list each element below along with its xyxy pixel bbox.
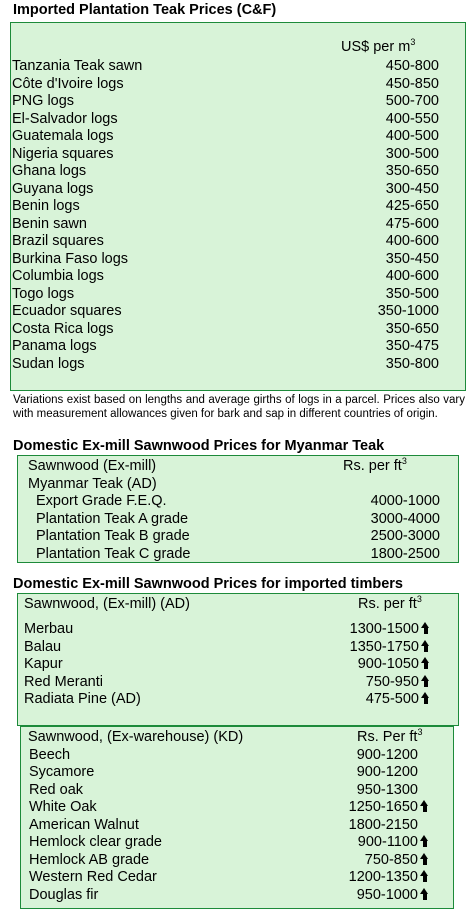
section3-group1-header-row [18,596,458,614]
section3-group1-row-value: 900-1050 [357,656,419,672]
section3-group1-row-value: 475-500 [365,691,419,707]
section1-row-label: Burkina Faso logs [12,250,129,267]
section3-group2-unit-sup: 3 [417,727,423,738]
section1-row [11,356,465,374]
section2-row [18,511,458,529]
section2-row [18,493,458,511]
section1-row-label: Côte d'Ivoire logs [12,75,124,92]
section1-row-label: Tanzania Teak sawn [12,58,143,74]
section1-row-label: Ecuador squares [12,303,122,319]
up-arrow-icon [421,640,430,652]
section2-row [18,528,458,546]
section1-row-label: Benin sawn [12,215,87,232]
section1-row [11,286,465,304]
section1-row-label: Togo logs [12,285,75,302]
section2-title: Domestic Ex-mill Sawnwood Prices for Myanmar Teak [13,438,385,454]
section1-row-value: 300-500 [385,145,439,162]
section3-group1-row-label: Kapur [24,656,63,672]
section3-group2-row-value: 950-1000 [356,886,418,903]
section1-title: Imported Plantation Teak Prices (C&F) [13,2,277,18]
section3-group1-row [18,674,458,692]
section1-row-value: 300-450 [385,180,439,197]
section3-group1-row [18,656,458,674]
section3-group1-row-value: 1300-1500 [349,621,419,637]
section2-unit: Rs. per ft [343,458,402,474]
section3-group1-row-label: Red Meranti [24,673,103,690]
section1-row [11,321,465,339]
section1-row-value: 450-800 [385,58,439,74]
section3-group2-row [21,799,453,817]
section2-unit-sup: 3 [401,456,407,467]
section1-row-value: 500-700 [385,93,439,109]
section2-row-value: 3000-4000 [370,510,440,527]
section2-row-value: 2500-3000 [370,528,440,544]
section1-unit-sup: 3 [410,37,416,48]
section3-group2-row [21,887,453,905]
section3-group2-row-label: Beech [29,746,71,763]
section3-group1-row [18,621,458,639]
section1-row [11,93,465,111]
up-arrow-icon [421,675,430,687]
section2-row-label: Plantation Teak B grade [36,528,190,544]
section1-row-label: Panama logs [12,338,97,354]
section1-row [11,128,465,146]
section1-row [11,198,465,216]
section3-group2-row-label: American Walnut [29,816,139,833]
section3-group1-row-value: 750-950 [365,673,419,690]
section3-group2-row [21,764,453,782]
section1-row-value: 350-650 [385,163,439,179]
section3-group2-row-value: 1200-1350 [348,869,418,885]
section1-row-value: 400-550 [385,110,439,127]
section3-group2-row [21,852,453,870]
section3-group2-row-label: Hemlock AB grade [29,851,150,868]
section1-row-value: 475-600 [385,215,439,232]
section1-row-value: 400-600 [385,268,439,284]
up-arrow-icon [420,835,429,847]
section1-unit-header [11,39,465,57]
section3-group2-header-row [21,729,453,747]
section3-group1-header-label: Sawnwood, (Ex-mill) (AD) [24,596,190,612]
section1-row-label: Columbia logs [12,268,104,284]
section2-header-row [18,458,458,476]
section3-group2-row-value: 900-1200 [356,764,418,780]
section2-row-value: 1800-2500 [370,545,440,562]
section1-row-value: 350-1000 [377,303,439,319]
up-arrow-icon [421,657,430,669]
section1-row-value: 350-475 [385,338,439,354]
section1-row-value: 350-450 [385,250,439,267]
section3-group2-row [21,869,453,887]
up-arrow-icon [421,692,430,704]
section3-group2-row-value: 750-850 [364,851,418,868]
section3-group1-row-label: Radiata Pine (AD) [24,691,141,707]
section3-group1-row-label: Merbau [24,621,74,637]
section1-row-label: Guyana logs [12,180,94,197]
section3-group2-row-label: Red oak [29,781,84,798]
section1-row-value: 450-850 [385,75,439,92]
section1-row [11,216,465,234]
section2-row-label: Export Grade F.E.Q. [36,493,167,509]
section2-subheader-row [18,476,458,494]
section3-group2-row-value: 900-1100 [357,834,418,850]
section1-row-value: 350-650 [385,320,439,337]
up-arrow-icon [420,853,429,865]
section3-group1-row [18,691,458,709]
section1-row [11,76,465,94]
section3-group2-row-label: White Oak [29,799,97,815]
section3-group1-row-label: Balau [24,638,62,655]
section2-row-label: Plantation Teak C grade [36,545,191,562]
section1-row-label: Guatemala logs [12,128,114,144]
section1-row-label: Costa Rica logs [12,320,114,337]
section1-table [10,22,466,391]
section1-row [11,233,465,251]
section1-unit: US$ per m [341,39,411,55]
section1-row-value: 400-500 [385,128,439,144]
section3-group2-row-value: 1800-2150 [348,816,418,833]
section3-group2-row-label: Hemlock clear grade [29,834,162,850]
section2-subheader: Myanmar Teak (AD) [28,475,157,492]
section2-table [17,455,459,563]
section1-row-label: Sudan logs [12,355,85,372]
section2-header-label: Sawnwood (Ex-mill) [28,458,157,474]
section3-group2-row-label: Western Red Cedar [29,869,157,885]
section3-group2-row-label: Douglas fir [29,886,99,903]
section1-row [11,58,465,76]
section1-row [11,251,465,269]
section2-row [18,546,458,564]
section3-group2-row-value: 900-1200 [356,746,418,763]
section3-group2-header-label: Sawnwood, (Ex-warehouse) (KD) [28,729,244,745]
section1-row-label: Ghana logs [12,163,87,179]
section3-title: Domestic Ex-mill Sawnwood Prices for imported timbers [13,576,403,592]
section1-row [11,268,465,286]
section1-row [11,111,465,129]
section1-row-label: Benin logs [12,198,80,214]
section3-group1-table [17,593,459,726]
section3-group2-row-label: Sycamore [29,764,95,780]
section3-group2-row [21,834,453,852]
section3-group2-row-value: 950-1300 [356,781,418,798]
section3-group2-row [21,817,453,835]
section3-group1-row [18,639,458,657]
section3-group2-unit: Rs. Per ft [357,729,418,745]
section2-row-value: 4000-1000 [370,493,440,509]
section1-row-label: PNG logs [12,93,75,109]
up-arrow-icon [420,870,429,882]
section3-group1-unit: Rs. per ft [358,596,417,612]
section1-row-value: 425-650 [385,198,439,214]
section1-row [11,303,465,321]
section3-group2-table [20,726,454,909]
section3-group1-unit-sup: 3 [416,594,422,605]
section3-group2-row [21,747,453,765]
section3-group1-row-value: 1350-1750 [349,638,419,655]
section1-note: Variations exist based on lengths and average girths of logs in a parcel. Prices also vary with measurement allowances given for bark and sap in different countries of origin. [13,394,465,420]
section1-row-label: Brazil squares [12,233,104,249]
section1-row [11,181,465,199]
section2-row-label: Plantation Teak A grade [36,510,189,527]
section1-row [11,146,465,164]
section1-row-value: 350-500 [385,285,439,302]
up-arrow-icon [420,800,429,812]
section1-row-label: El-Salvador logs [12,110,118,127]
up-arrow-icon [420,888,429,900]
section3-group2-row-value: 1250-1650 [348,799,418,815]
up-arrow-icon [421,622,430,634]
section1-row [11,338,465,356]
section1-row-label: Nigeria squares [12,145,114,162]
section1-row-value: 350-800 [385,355,439,372]
section3-group2-row [21,782,453,800]
section1-row-value: 400-600 [385,233,439,249]
section1-row [11,163,465,181]
